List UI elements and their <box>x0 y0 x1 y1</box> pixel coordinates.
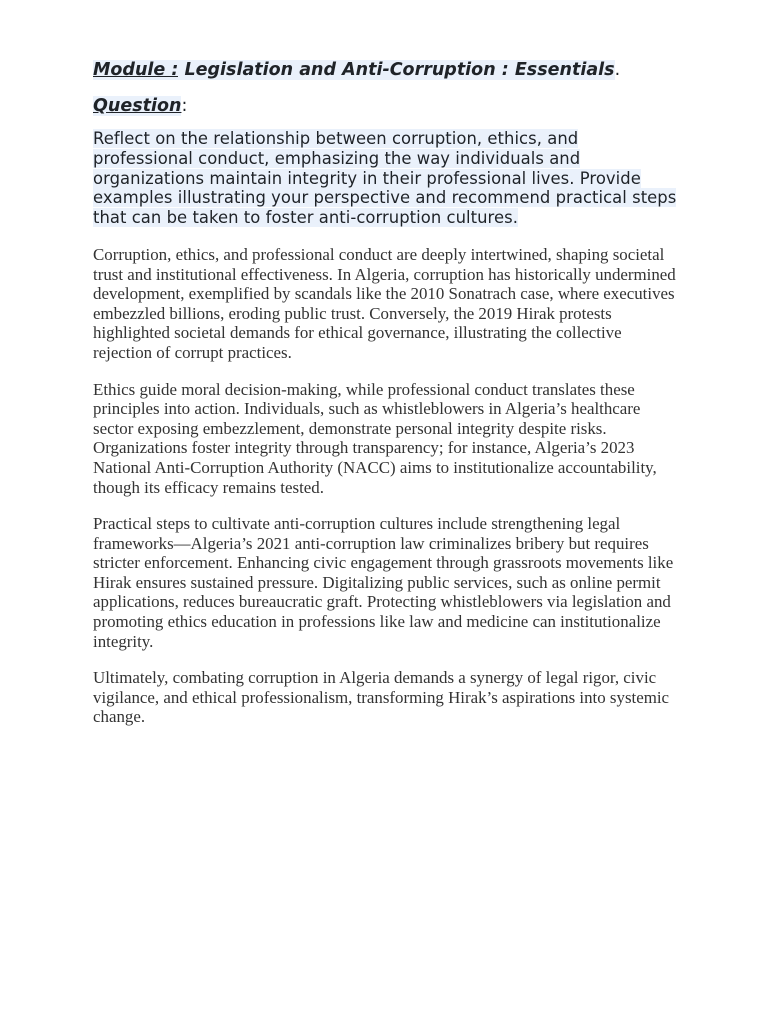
body-paragraph-1: Corruption, ethics, and professional conduct are deeply intertwined, shaping societal trust and institutional effectiveness. In Algeria, corruption has historically undermined development, exemplified by scandals like the 2010 Sonatrach case, where executives embezzled billions, eroding public trust. Conversely, the 2019 Hirak protests highlighted societal demands for ethical governance, illustrating the collective rejection of corrupt practices. <box>93 244 676 362</box>
module-period: . <box>614 60 621 80</box>
question-label: Question <box>93 96 182 116</box>
question-prompt <box>93 129 678 228</box>
document-content <box>93 58 678 744</box>
module-title: Legislation and Anti-Corruption : Essentials <box>178 60 615 80</box>
question-heading <box>93 94 678 118</box>
body-paragraph-3: Practical steps to cultivate anti-corruption cultures include strengthening legal frameworks—Algeria’s 2021 anti-corruption law criminalizes bribery but requires stricter enforcement. Enhancing civic engagement through grassroots movements like Hirak ensures sustained pressure. Digitalizing public services, such as online permit applications, reduces bureaucratic graft. Protecting whistleblowers via legislation and promoting ethics education in professions like law and medicine can institutionalize integrity. <box>93 514 674 651</box>
module-label: Module : <box>93 60 179 80</box>
body-paragraph-2: Ethics guide moral decision-making, while professional conduct translates these principles into action. Individuals, such as whistleblowers in Algeria’s healthcare sector exposing embezzlement, demonstrate personal integrity despite risks. Organizations foster integrity through transparency; for instance, Algeria’s 2023 National Anti-Corruption Authority (NACC) aims to institutionalize accountability, though its efficacy remains tested. <box>93 379 657 497</box>
module-heading <box>93 58 678 82</box>
body-paragraph-4: Ultimately, combating corruption in Algeria demands a synergy of legal rigor, civic vigilance, and ethical professionalism, transforming Hirak’s aspirations into systemic change. <box>93 668 670 727</box>
question-prompt-text: Reflect on the relationship between corruption, ethics, and professional conduct, emphasizing the way individuals and organizations maintain integrity in their professional lives. Provide examples illustrating your perspective and recommend practical steps that can be taken to foster anti-corruption cultures. <box>93 129 677 228</box>
question-colon: : <box>181 96 188 116</box>
